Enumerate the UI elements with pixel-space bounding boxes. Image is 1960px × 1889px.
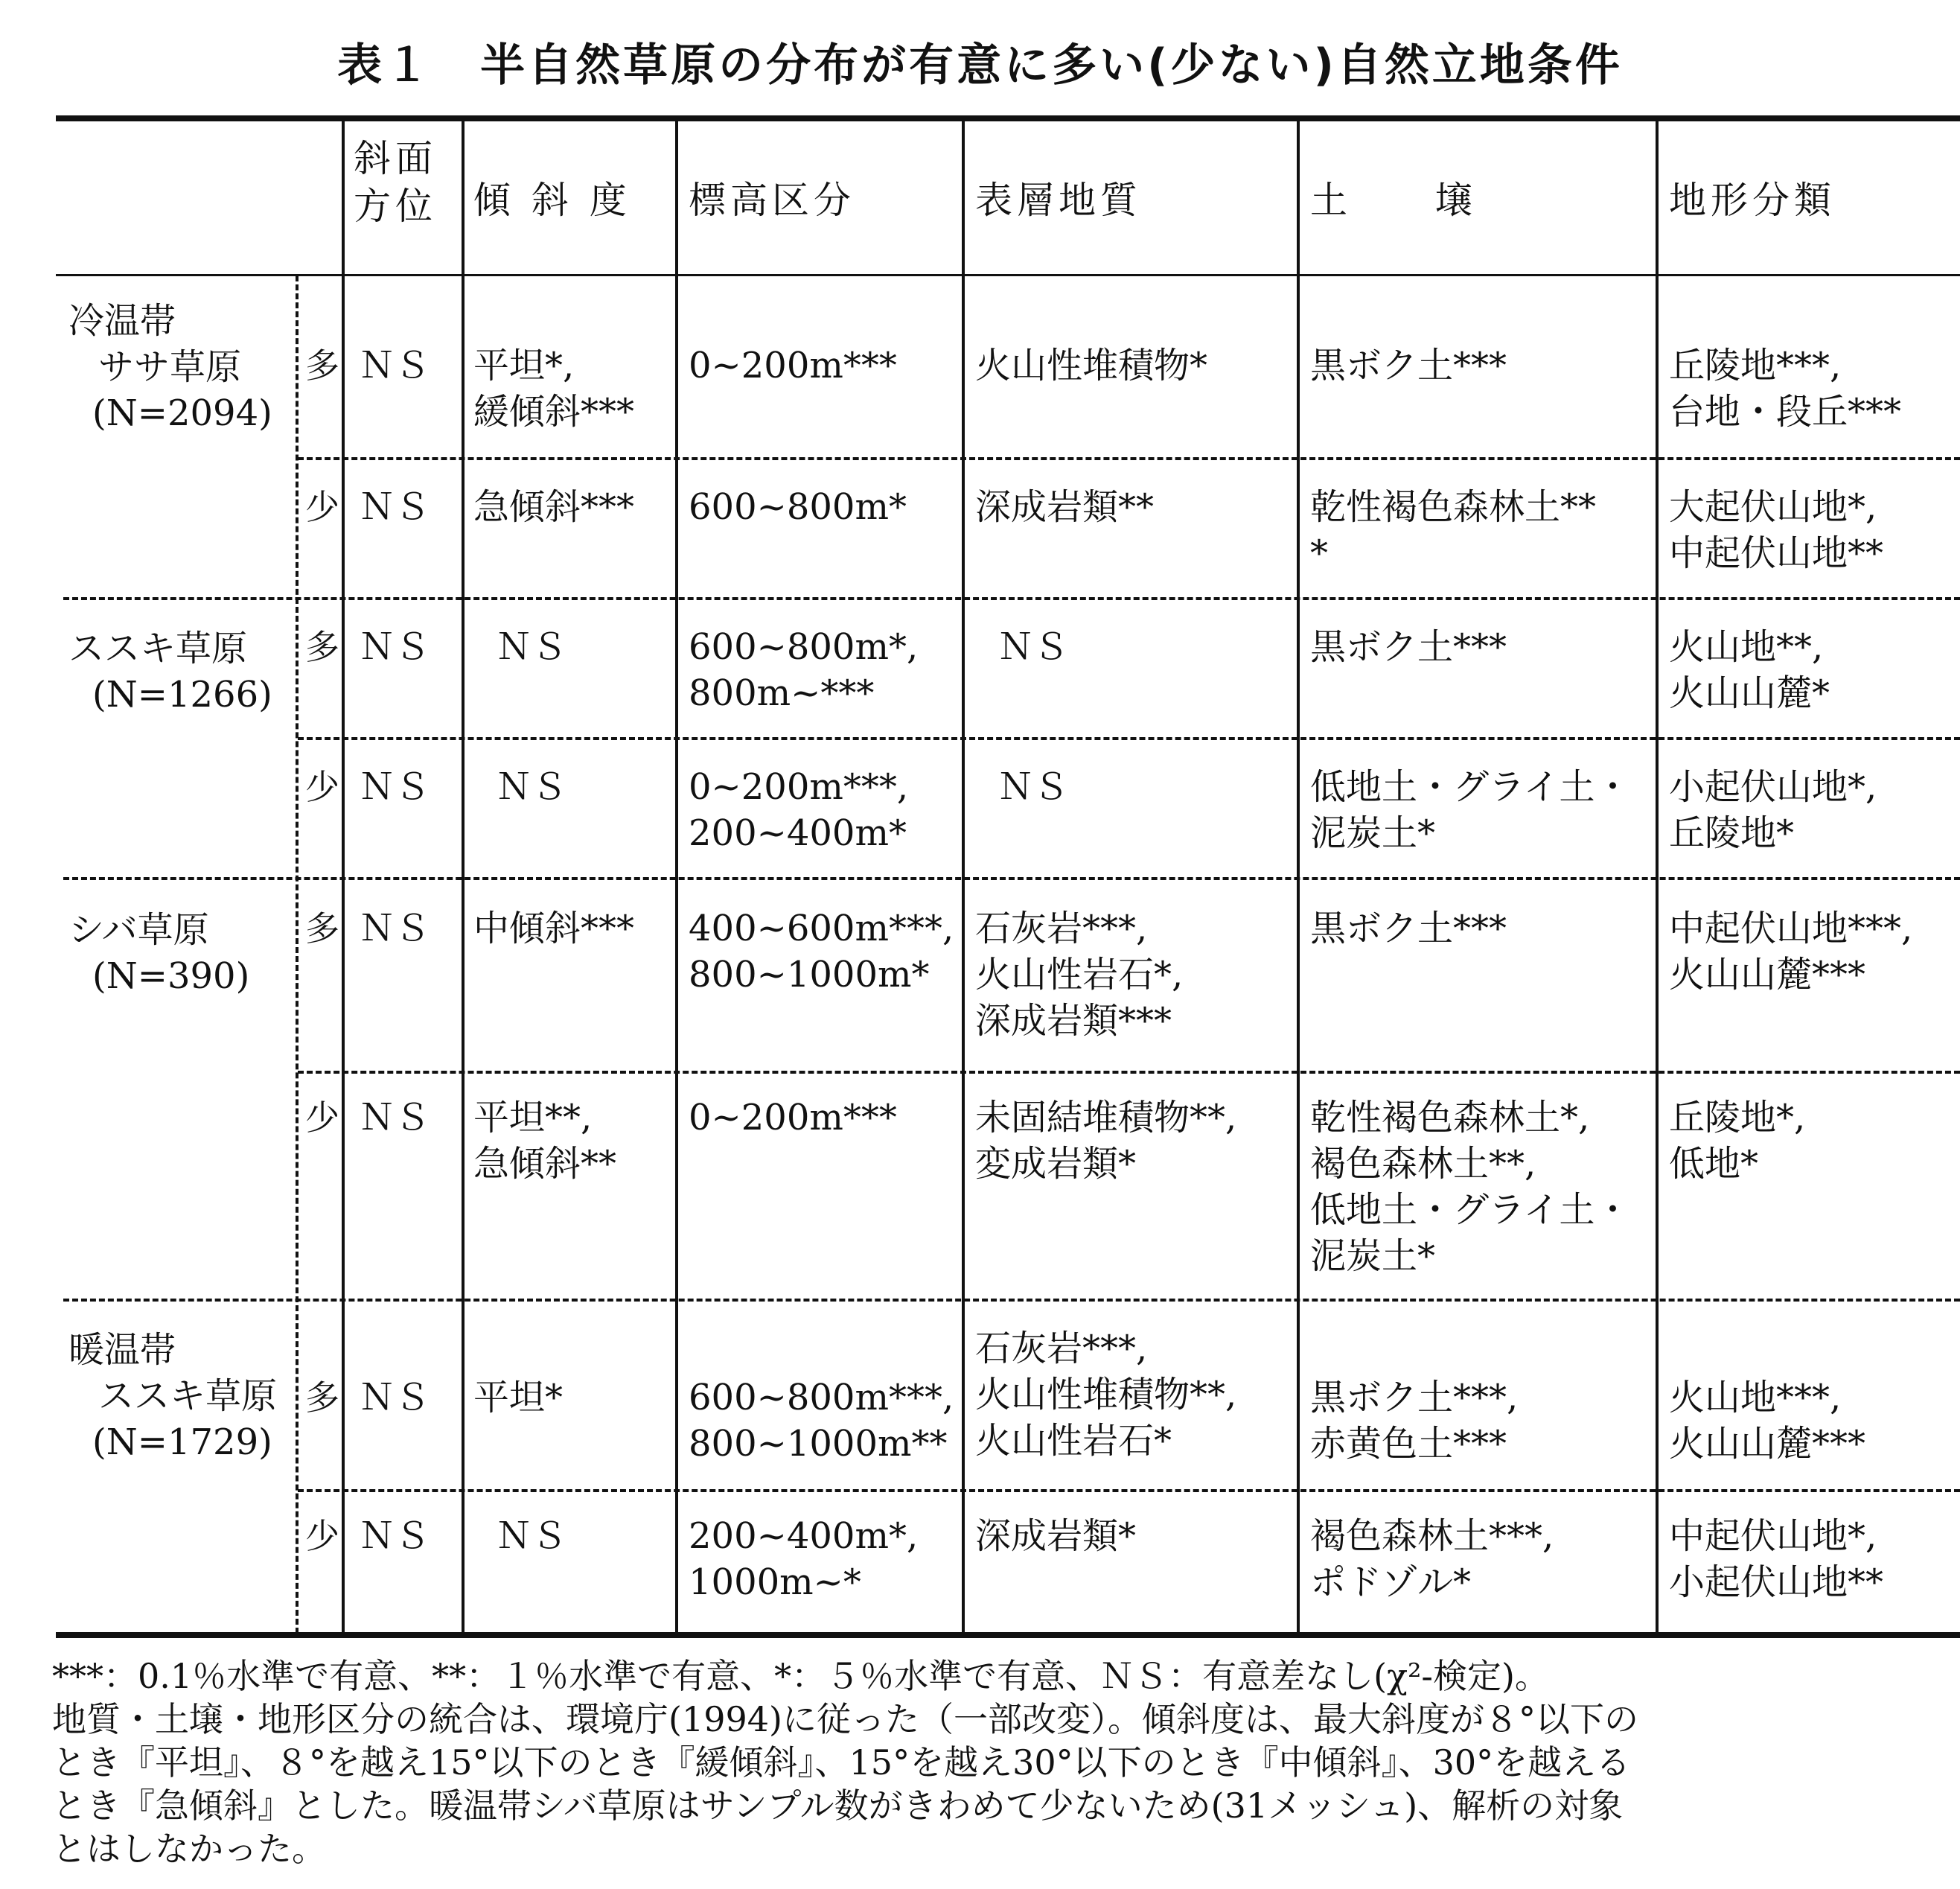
cell-line: 未固結堆積物**, <box>975 1097 1237 1138</box>
slope-cell <box>496 624 567 670</box>
cell-line: 火山山麓*** <box>1669 1423 1866 1465</box>
footnote-line: 地質・土壌・地形区分の統合は、環境庁(1994)に従った（一部改変）。傾斜度は、最大斜度が８°以下の <box>52 1699 1638 1739</box>
geology-cell <box>975 484 1154 530</box>
cell-line: 800~1000m* <box>689 954 930 996</box>
cell-line: 深成岩類*** <box>975 1000 1172 1042</box>
aspect-cell: ＮＳ <box>359 1377 431 1418</box>
cell-line: 深成岩類* <box>975 1515 1137 1557</box>
cell-line: 緩傾斜*** <box>473 391 635 433</box>
cell-line: 深成岩類** <box>975 486 1155 528</box>
column-divider <box>1297 119 1300 1634</box>
cell-line: 火山地***, <box>1669 1377 1842 1418</box>
cell-line: 石灰岩***, <box>975 908 1148 949</box>
footnotes <box>52 1654 1958 1870</box>
header-aspect <box>354 136 437 229</box>
cell-line: 低地* <box>1669 1143 1759 1185</box>
cell-line: 黒ボク土***, <box>1310 1377 1519 1418</box>
group-divider-dashed <box>296 275 299 1634</box>
frequency-mark: 多 <box>305 345 339 386</box>
slope-cell <box>496 1513 567 1559</box>
landform-cell <box>1669 484 1883 576</box>
geology-cell <box>975 343 1207 389</box>
landform-cell <box>1669 905 1912 998</box>
cell-line: 中傾斜*** <box>473 908 635 949</box>
aspect-cell: ＮＳ <box>359 626 431 668</box>
cell-line: 乾性褐色森林土** <box>1310 486 1597 528</box>
geology-cell <box>975 1513 1136 1559</box>
cell-line: 600~800m* <box>689 486 907 528</box>
header-soil: 土 壌 <box>1310 179 1477 222</box>
cell-line: 中起伏山地***, <box>1669 908 1913 949</box>
geology-cell <box>997 624 1069 670</box>
cell-line: 黒ボク土*** <box>1310 345 1507 386</box>
group-label <box>68 907 249 999</box>
cell-line: ＮＳ <box>496 626 568 668</box>
cell-line: 平坦* <box>473 1377 564 1418</box>
cell-line: 低地土・グライ土・ <box>1310 1189 1631 1231</box>
group-label <box>68 298 272 436</box>
group-line: 暖温帯 <box>68 1329 176 1371</box>
group-line: (N=390) <box>92 955 250 997</box>
cell-line: ＮＳ <box>496 1515 568 1557</box>
column-divider <box>342 119 345 1634</box>
footnote-line: とき『平坦』、８°を越え15°以下のとき『緩傾斜』、15°を越え30°以下のとき『中傾斜』、30°を越える <box>52 1742 1631 1783</box>
cell-line: 200~400m* <box>689 812 907 854</box>
header-aspect-line1: 斜面 <box>354 137 437 180</box>
cell-line: 黒ボク土*** <box>1310 908 1507 949</box>
cell-line: 600~800m***, <box>689 1377 954 1418</box>
row-divider <box>298 1489 1960 1492</box>
elevation-cell <box>689 764 908 856</box>
landform-cell <box>1669 1513 1883 1605</box>
elevation-cell <box>689 343 897 389</box>
soil-cell <box>1310 484 1596 576</box>
cell-line: 中起伏山地*, <box>1669 1515 1877 1557</box>
cell-line: 400~600m***, <box>689 908 954 949</box>
group-line: (N=1729) <box>92 1421 272 1463</box>
cell-line: 0~200m*** <box>689 1097 897 1138</box>
footnote-line: とはしなかった。 <box>52 1829 326 1869</box>
cell-line: 乾性褐色森林土*, <box>1310 1097 1590 1138</box>
cell-line: 低地土・グライ土・ <box>1310 766 1631 808</box>
cell-line: 泥炭土* <box>1310 812 1436 854</box>
elevation-cell <box>689 1374 954 1467</box>
slope-cell <box>473 343 634 435</box>
group-line: (N=2094) <box>92 392 272 434</box>
slope-cell <box>473 1374 563 1421</box>
elevation-cell <box>689 905 954 998</box>
frequency-mark: 少 <box>305 1098 339 1138</box>
aspect-cell: ＮＳ <box>359 1515 431 1557</box>
column-divider <box>462 119 465 1634</box>
cell-line: ＮＳ <box>997 626 1070 668</box>
aspect-cell: ＮＳ <box>359 766 431 808</box>
cell-line: 黒ボク土*** <box>1310 626 1507 668</box>
cell-line: 褐色森林土**, <box>1310 1143 1536 1185</box>
elevation-cell <box>689 624 918 716</box>
cell-line: 赤黄色土*** <box>1310 1423 1507 1465</box>
header-slope: 傾 斜 度 <box>473 179 631 222</box>
header-elevation: 標高区分 <box>689 179 855 222</box>
soil-cell <box>1310 1095 1631 1279</box>
cell-line: 火山性岩石*, <box>975 954 1184 996</box>
elevation-cell <box>689 1513 918 1605</box>
landform-cell <box>1669 764 1877 856</box>
soil-cell <box>1310 624 1507 670</box>
group-line: シバ草原 <box>68 909 209 951</box>
landform-cell <box>1669 343 1901 435</box>
cell-line: 600~800m*, <box>689 626 919 668</box>
cell-line: 丘陵地***, <box>1669 345 1842 386</box>
geology-cell <box>975 1325 1236 1464</box>
header-landform: 地形分類 <box>1669 179 1836 222</box>
frequency-mark: 少 <box>305 487 339 527</box>
cell-line: 丘陵地*, <box>1669 1097 1806 1138</box>
frequency-mark: 少 <box>305 767 339 807</box>
cell-line: 変成岩類* <box>975 1143 1137 1185</box>
cell-line: 台地・段丘*** <box>1669 391 1902 433</box>
cell-line: 800m~*** <box>689 672 875 714</box>
soil-cell <box>1310 905 1507 952</box>
slope-cell <box>473 905 634 952</box>
group-label <box>68 625 272 718</box>
cell-line: ポドゾル* <box>1310 1561 1472 1603</box>
group-line: 冷温帯 <box>68 300 176 342</box>
table-title: 表１ 半自然草原の分布が有意に多い(少ない)自然立地条件 <box>337 39 1623 92</box>
aspect-cell: ＮＳ <box>359 908 431 949</box>
frequency-mark: 少 <box>305 1516 339 1556</box>
cell-line: 小起伏山地*, <box>1669 766 1877 808</box>
landform-cell <box>1669 1374 1865 1467</box>
row-divider <box>298 737 1960 740</box>
cell-line: 火山山麓* <box>1669 672 1830 714</box>
cell-line: 800~1000m** <box>689 1423 948 1465</box>
footnote-line: とき『急傾斜』とした。暖温帯シバ草原はサンプル数がきわめて少ないため(31メッシュ)、解析の対象 <box>52 1786 1624 1826</box>
geology-cell <box>997 764 1069 810</box>
slope-cell <box>473 1095 616 1187</box>
cell-line: 小起伏山地** <box>1669 1561 1884 1603</box>
cell-line: 火山性堆積物**, <box>975 1374 1237 1415</box>
cell-line: 丘陵地* <box>1669 812 1795 854</box>
group-line: ススキ草原 <box>98 1375 278 1417</box>
footnote-line: ***：0.1％水準で有意、**：１％水準で有意、*：５％水準で有意、ＮＳ：有意差なし(χ²-検定)。 <box>52 1656 1549 1696</box>
cell-line: * <box>1310 532 1328 574</box>
slope-cell <box>496 764 567 810</box>
cell-line: 200~400m*, <box>689 1515 919 1557</box>
column-divider <box>962 119 965 1634</box>
group-divider <box>63 877 1960 880</box>
frequency-mark: 多 <box>305 1377 339 1418</box>
cell-line: 0~200m*** <box>689 345 897 386</box>
soil-cell <box>1310 1374 1518 1467</box>
column-divider <box>1656 119 1659 1634</box>
cell-line: 平坦**, <box>473 1097 593 1138</box>
group-line: (N=1266) <box>92 674 272 716</box>
cell-line: 泥炭土* <box>1310 1235 1436 1277</box>
cell-line: 平坦*, <box>473 345 575 386</box>
cell-line: 中起伏山地** <box>1669 532 1884 574</box>
row-divider <box>298 457 1960 460</box>
cell-line: 1000m~* <box>689 1561 861 1603</box>
row-divider <box>298 1071 1960 1074</box>
column-divider <box>675 119 678 1634</box>
elevation-cell <box>689 484 907 530</box>
elevation-cell <box>689 1095 897 1141</box>
group-line: ササ草原 <box>98 346 242 388</box>
aspect-cell: ＮＳ <box>359 345 431 386</box>
cell-line: 急傾斜*** <box>473 486 635 528</box>
cell-line: 褐色森林土***, <box>1310 1515 1554 1557</box>
group-label <box>68 1327 277 1465</box>
geology-cell <box>975 1095 1236 1187</box>
frequency-mark: 多 <box>305 627 339 667</box>
frequency-mark: 多 <box>305 908 339 949</box>
cell-line: 急傾斜** <box>473 1143 617 1185</box>
cell-line: 石灰岩***, <box>975 1328 1148 1369</box>
cell-line: 大起伏山地*, <box>1669 486 1877 528</box>
aspect-cell: ＮＳ <box>359 1097 431 1138</box>
geology-cell <box>975 905 1183 1044</box>
soil-cell <box>1310 764 1631 856</box>
aspect-cell: ＮＳ <box>359 486 431 528</box>
group-line: ススキ草原 <box>68 628 248 669</box>
cell-line: 0~200m***, <box>689 766 909 808</box>
cell-line: ＮＳ <box>997 766 1070 808</box>
cell-line: ＮＳ <box>496 766 568 808</box>
header-geology: 表層地質 <box>975 179 1142 222</box>
cell-line: 火山性堆積物* <box>975 345 1208 386</box>
cell-line: 火山山麓*** <box>1669 954 1866 996</box>
landform-cell <box>1669 1095 1805 1187</box>
soil-cell <box>1310 343 1507 389</box>
cell-line: 火山性岩石* <box>975 1420 1172 1462</box>
group-divider <box>63 1299 1960 1302</box>
slope-cell <box>473 484 634 530</box>
group-divider <box>63 597 1960 600</box>
header-aspect-line2: 方位 <box>354 185 437 228</box>
soil-cell <box>1310 1513 1554 1605</box>
landform-cell <box>1669 624 1830 716</box>
cell-line: 火山地**, <box>1669 626 1824 668</box>
